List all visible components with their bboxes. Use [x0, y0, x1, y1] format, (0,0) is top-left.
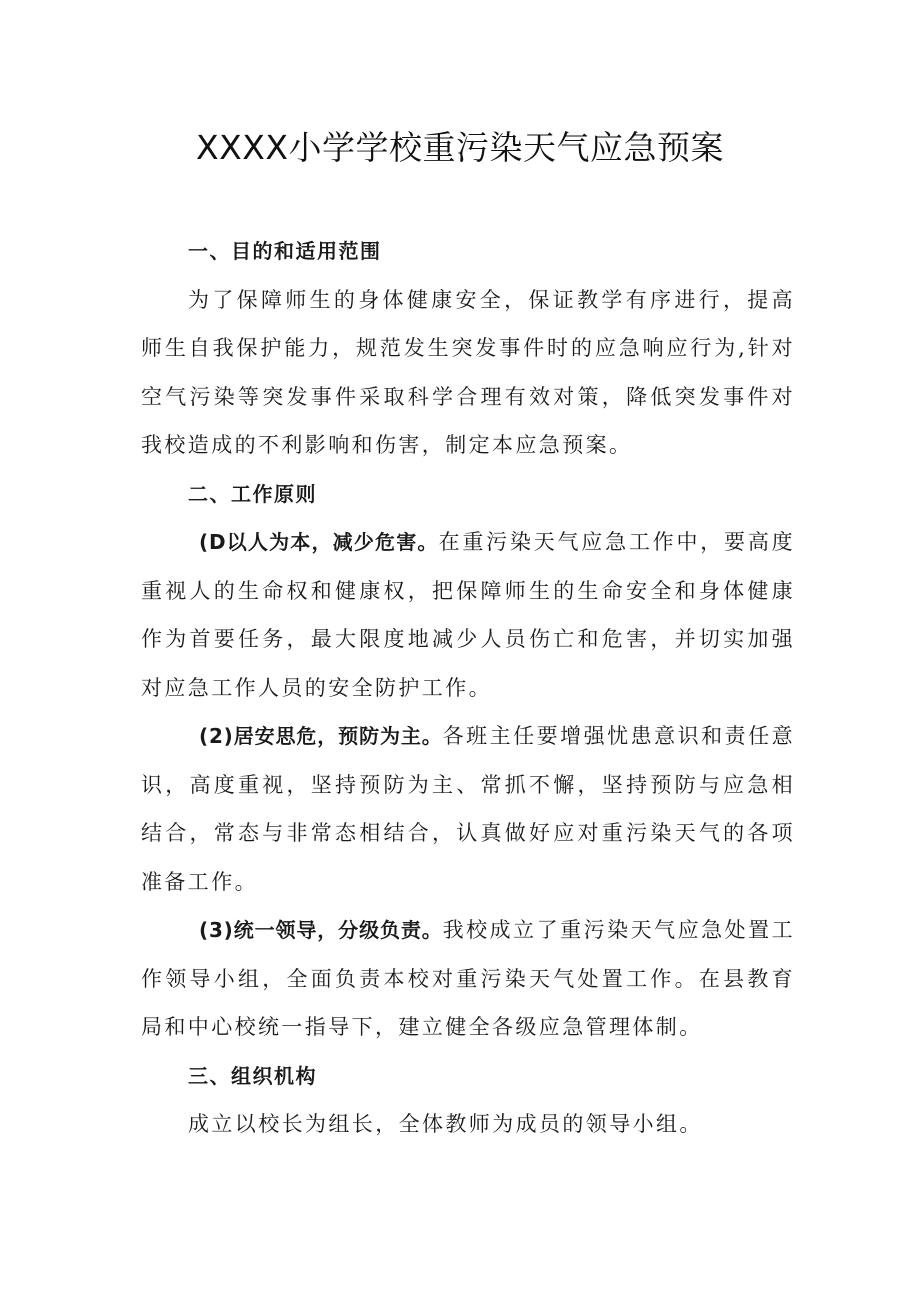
principle-1-text: 在重污染天气应急工作中，要高度重视人的生命权和健康权，把保障师生的生命安全和身体健康作为首要任务，最大限度地减少人员伤亡和危害，并切实加强对应急工作人员的安全防护工作。 — [141, 530, 795, 700]
principle-3-lead: (3)统一领导，分级负责。 — [199, 918, 443, 942]
principle-2-text: 各班主任要增强忧患意识和责任意识，高度重视，坚持预防为主、常抓不懈，坚持预防与应急相结合，常态与非常态相结合，认真做好应对重污染天气的各项准备工作。 — [141, 724, 795, 894]
principle-item-3 — [141, 906, 795, 1052]
purpose-paragraph: 为了保障师生的身体健康安全，保证教学有序进行，提高师生自我保护能力，规范发生突发事件时的应急响应行为,针对空气污染等突发事件采取科学合理有效对策，降低突发事件对我校造成的不利影响和伤害，制定本应急预案。 — [141, 287, 795, 457]
principle-3-text: 我校成立了重污染天气应急处置工作领导小组，全面负责本校对重污染天气处置工作。在县教育局和中心校统一指导下，建立健全各级应急管理体制。 — [141, 918, 795, 1039]
section-heading-principles: 二、工作原则 — [188, 481, 317, 506]
section-heading-organization: 三、组织机构 — [188, 1063, 317, 1088]
principle-item-1 — [141, 518, 795, 712]
document-title: XXXX小学学校重污染天气应急预案 — [196, 128, 724, 167]
principle-item-2 — [141, 712, 795, 906]
principle-2-lead: (2)居安思危，预防为主。 — [199, 724, 443, 748]
principle-1-lead: (D以人为本，减少危害。 — [199, 530, 439, 554]
document-body — [141, 227, 795, 1149]
organization-paragraph: 成立以校长为组长，全体教师为成员的领导小组。 — [188, 1112, 703, 1136]
section-heading-purpose: 一、目的和适用范围 — [188, 239, 382, 263]
